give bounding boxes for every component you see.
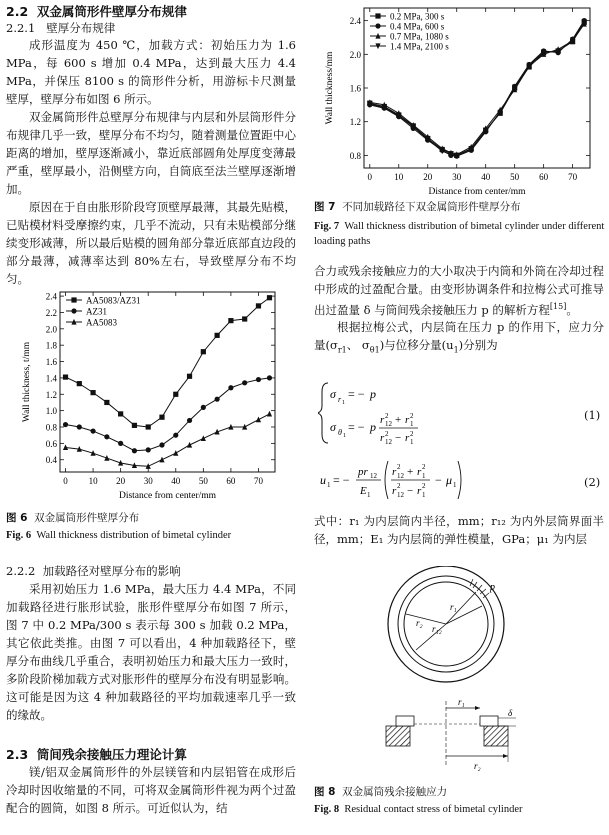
svg-text:1: 1 (453, 481, 457, 489)
svg-text:2: 2 (422, 463, 426, 471)
svg-text:r: r (338, 395, 342, 404)
fig6-xtick-label: 60 (226, 476, 236, 486)
fig7-xtick-label: 20 (423, 172, 433, 182)
fig6-ytick-label: 0.8 (45, 422, 57, 433)
fig6-data-point (187, 418, 192, 423)
paragraph-1: 成形温度为 450 ℃，加载方式：初始压力为 1.6 MPa，每 600 s 增加 0.4 MPa，达到最大压力 4.4 MPa，并保压 8100 s 的筒形件分析，用游标卡尺测量壁厚，壁厚分布如图 6 所示。 (6, 38, 296, 106)
section-2-2-heading: 2.2 双金属筒形件壁厚分布规律 (6, 4, 187, 19)
label-delta: δ (508, 708, 513, 718)
svg-text:1: 1 (422, 472, 426, 480)
fig6-legend-marker (71, 297, 76, 302)
svg-text:= −: = − (348, 420, 365, 434)
svg-text:θ: θ (338, 428, 342, 437)
fig7-legend-entry: 0.4 MPa, 600 s (390, 21, 445, 32)
svg-text:12: 12 (397, 491, 404, 499)
fig7-legend-entry: 0.7 MPa, 1080 s (390, 31, 449, 42)
figure-7-caption-cn: 图 7 不同加载路径下双金属筒形件壁厚分布 (314, 201, 521, 213)
equation-1-number: (1) (584, 408, 601, 422)
fig6-data-point (187, 442, 192, 448)
svg-text:u: u (320, 473, 326, 487)
fig6-data-point (90, 428, 95, 433)
fig6-data-point (159, 442, 164, 447)
fig7-ytick-label: 1.2 (349, 117, 361, 128)
svg-text:12: 12 (370, 472, 377, 480)
svg-text:1: 1 (410, 420, 414, 428)
fig7-ytick-label: 2.4 (349, 16, 361, 27)
svg-text:12: 12 (385, 420, 392, 428)
svg-text:2: 2 (385, 412, 389, 420)
equation-2-number: (2) (584, 475, 601, 489)
fig6-data-point (146, 424, 151, 429)
paragraph-8: 式中：r₁ 为内层筒内半径，mm；r₁₂ 为内外层筒界面半径，mm；E₁ 为内层筒的弹性模量，GPa；μ₁ 为内层 (314, 514, 604, 546)
paragraph-2: 双金属筒形件总壁厚分布规律与内层和外层筒形件分布规律几乎一致，壁厚分布不均匀，随着测量位置距中心距离的增加，壁厚逐渐减小，靠近底部圆角处厚度变薄最严重，壁厚最小，沿侧壁方向，自筒底至法兰壁厚逐渐增加。 (6, 110, 296, 196)
fig7-xtick-label: 60 (539, 172, 549, 182)
fig7-ytick-label: 1.6 (349, 83, 361, 94)
fig6-data-point (173, 450, 178, 456)
fig6-data-point (63, 422, 68, 427)
fig7-xtick-label: 0 (367, 172, 373, 182)
fig6-legend-entry: AA5083/AZ31 (86, 295, 141, 306)
fig6-ytick-label: 1.4 (45, 373, 57, 384)
svg-text:1: 1 (410, 438, 414, 446)
fig7-xtick-label: 10 (394, 172, 404, 182)
fig6-data-point (90, 390, 95, 395)
figure-7-chart (320, 0, 600, 200)
fig7-xtick-label: 50 (510, 172, 520, 182)
paragraph-5: 镁/铝双金属筒形件的外层镁管和内层铝管在成形后冷却时因收缩量的不同，可将双金属筒形件视为两个过盈配合的圆筒，如图 8 所示。可近似认为，结 (6, 765, 296, 815)
label-p: p (490, 582, 495, 593)
figure-6-caption-en: Fig. 6 Wall thickness distribution of bimetal cylinder (6, 530, 232, 541)
figure-7-caption-en: Fig. 7 Wall thickness distribution of bimetal cylinder under different loading paths (314, 221, 605, 247)
fig6-data-point (256, 417, 261, 423)
fig6-xaxis-label: Distance from center/mm (118, 491, 217, 501)
fig6-data-point (267, 375, 272, 380)
fig6-data-point (104, 434, 109, 439)
fig6-ytick-label: 1.2 (45, 389, 57, 400)
fig6-data-point (132, 448, 137, 453)
fig6-ytick-label: 1.0 (45, 406, 57, 417)
fig6-xtick-label: 70 (253, 476, 263, 486)
equation-1 (318, 378, 518, 448)
svg-text:r: r (380, 414, 385, 426)
section-2-3-heading: 2.3 筒间残余接触压力理论计算 (6, 747, 187, 762)
fig6-data-point (77, 381, 82, 386)
fig6-ytick-label: 2.2 (45, 307, 57, 318)
fig6-legend-marker (71, 308, 76, 313)
svg-text:12: 12 (385, 438, 392, 446)
fig6-legend-entry: AA5083 (86, 317, 117, 328)
fig6-data-point (267, 295, 272, 300)
fig6-data-point (159, 457, 164, 463)
svg-text:12: 12 (397, 472, 404, 480)
svg-text:1: 1 (342, 400, 345, 406)
fig7-legend-marker (375, 23, 380, 28)
fig6-legend-entry: AZ31 (86, 306, 107, 317)
svg-text:2: 2 (385, 430, 389, 438)
fig6-xtick-label: 10 (88, 476, 98, 486)
paragraph-7: 根据拉梅公式，内层筒在压力 p 的作用下，应力分量($\sigma_{r1}$、 $\sigma_{\theta 1}$)与位移分量$(u_1)$分别为 (314, 320, 604, 355)
svg-text:r: r (405, 414, 410, 426)
fig7-legend-entry: 0.2 MPa, 300 s (390, 11, 445, 22)
fig6-ytick-label: 0.6 (45, 438, 57, 449)
fig6-data-point (228, 318, 233, 323)
fig6-data-point (201, 435, 206, 441)
paragraph-6: 合力或残余接触应力的大小取决于内筒和外筒在冷却过程中形成的过盈配合量。由变形协调条件和拉梅公式可推导出过盈量 δ 与筒间残余接触压力 p 的解析方程[15]。 (314, 264, 604, 317)
svg-text:p: p (370, 420, 376, 434)
fig6-data-point (215, 397, 220, 402)
svg-text:σ: σ (330, 420, 336, 434)
svg-text:+: + (407, 466, 414, 478)
equation-2 (318, 455, 518, 505)
fig6-data-point (215, 333, 220, 338)
fig6-xtick-label: 30 (143, 476, 153, 486)
fig6-data-point (228, 385, 233, 390)
fig7-xtick-label: 40 (481, 172, 491, 182)
fig6-data-point (256, 303, 261, 308)
fig7-ytick-label: 0.8 (349, 150, 361, 161)
svg-text:2: 2 (422, 482, 426, 490)
fig6-data-point (201, 349, 206, 354)
svg-text:r: r (417, 485, 422, 497)
svg-text:pr: pr (358, 466, 368, 478)
svg-text:r: r (392, 485, 397, 497)
fig6-data-point (201, 405, 206, 410)
svg-text:−: − (435, 473, 442, 487)
fig6-data-point (187, 374, 192, 379)
fig6-data-point (159, 415, 164, 420)
svg-text:r: r (405, 432, 410, 444)
fig7-yaxis-label: Wall thickness/mm (325, 51, 335, 125)
svg-text:1: 1 (343, 433, 346, 439)
fig6-data-point (173, 392, 178, 397)
fig6-data-point (118, 411, 123, 416)
svg-text:p: p (370, 387, 376, 401)
svg-text:μ: μ (446, 473, 453, 487)
svg-text:+: + (395, 414, 402, 426)
svg-text:r: r (417, 466, 422, 478)
fig6-ytick-label: 2.0 (45, 324, 57, 335)
fig6-data-point (256, 377, 261, 382)
svg-text:= −: = − (348, 387, 365, 401)
figure-8-diagram (376, 566, 526, 776)
svg-text:σ: σ (330, 387, 336, 401)
fig6-xtick-label: 50 (198, 476, 208, 486)
fig6-ytick-label: 0.4 (45, 455, 57, 466)
figure-6-chart (18, 282, 283, 507)
fig6-xtick-label: 0 (63, 476, 68, 486)
fig6-data-point (132, 423, 137, 428)
fig6-data-point (118, 441, 123, 446)
svg-text:1: 1 (422, 491, 426, 499)
paragraph-3: 原因在于自由胀形阶段穹顶壁厚最薄，其最先贴模，已贴模材料受摩擦约束，几乎不流动，只有未贴模部分继续变形减薄，所以最后贴模的圆角部分靠近底部直边段的部分最薄，减薄率达到 80%左右，导致壁厚分布不均匀。 (6, 200, 296, 286)
fig7-legend-entry: 1.4 MPa, 2100 s (390, 41, 449, 52)
svg-text:2: 2 (397, 463, 401, 471)
section-2-2-2-heading: 2.2.2 加载路径对壁厚分布的影响 (6, 564, 181, 578)
label-r12: r₁₂ (432, 624, 442, 634)
svg-text:2: 2 (410, 412, 414, 420)
fig7-legend-marker (375, 13, 380, 18)
svg-text:E: E (360, 485, 367, 497)
svg-text:r: r (392, 466, 397, 478)
fig6-xtick-label: 40 (171, 476, 181, 486)
fig6-data-point (173, 433, 178, 438)
section-2-2-1-heading: 2.2.1 壁厚分布规律 (6, 21, 116, 35)
fig6-yaxis-label: Wall thickness, t/mm (22, 341, 32, 423)
fig7-ytick-label: 2.0 (349, 49, 361, 60)
paragraph-4: 采用初始压力 1.6 MPa，最大压力 4.4 MPa，不同加载路径进行胀形试验，胀形件壁厚分布如图 7 所示，图 7 中 0.2 MPa/300 s 表示每 300 s 加载 0.2 MPa，其它依此类推。由图 7 可以看出，4 种加载路径下，壁厚分布曲线几乎重合，表明初始压力和最大压力一致时，多阶段阶梯加载方式对胀形件的壁厚分布没有明显影响。这可能是因为这 4 种加载路径的平均加载速率几乎一致的缘故。 (6, 582, 296, 722)
fig7-xtick-label: 30 (452, 172, 462, 182)
fig7-xaxis-label: Distance from center/mm (428, 187, 526, 197)
fig6-data-point (267, 411, 272, 417)
figure-8-caption-cn: 图 8 双金属筒残余接触应力 (314, 786, 448, 798)
fig6-ytick-label: 1.6 (45, 357, 57, 368)
label-r1: r₁ (450, 602, 457, 612)
fig6-series-line-2 (66, 414, 270, 466)
label-r2: r₂ (416, 618, 423, 628)
fig6-xtick-label: 20 (116, 476, 126, 486)
fig6-data-point (77, 424, 82, 429)
fig6-ytick-label: 1.8 (45, 340, 57, 351)
fig6-data-point (146, 447, 151, 452)
svg-text:1: 1 (367, 491, 371, 499)
svg-text:2: 2 (410, 430, 414, 438)
fig6-series-line-1 (66, 378, 270, 451)
svg-text:2: 2 (397, 482, 401, 490)
svg-text:= −: = − (333, 473, 350, 487)
fig7-xtick-label: 70 (568, 172, 578, 182)
svg-text:r: r (380, 432, 385, 444)
svg-text:1: 1 (327, 481, 331, 489)
svg-text:−: − (395, 432, 402, 444)
figure-8-caption-en: Fig. 8 Residual contact stress of bimetal cylinder (314, 804, 523, 815)
fig6-data-point (242, 316, 247, 321)
fig6-ytick-label: 2.4 (45, 291, 57, 302)
figure-6-caption-cn: 图 6 双金属筒形件壁厚分布 (6, 512, 140, 524)
fig6-data-point (242, 380, 247, 385)
label-r1-section: r₁ (458, 697, 465, 707)
svg-text:−: − (407, 485, 414, 497)
label-r2-section: r₂ (474, 761, 481, 771)
fig6-data-point (104, 400, 109, 405)
fig6-data-point (63, 374, 68, 379)
